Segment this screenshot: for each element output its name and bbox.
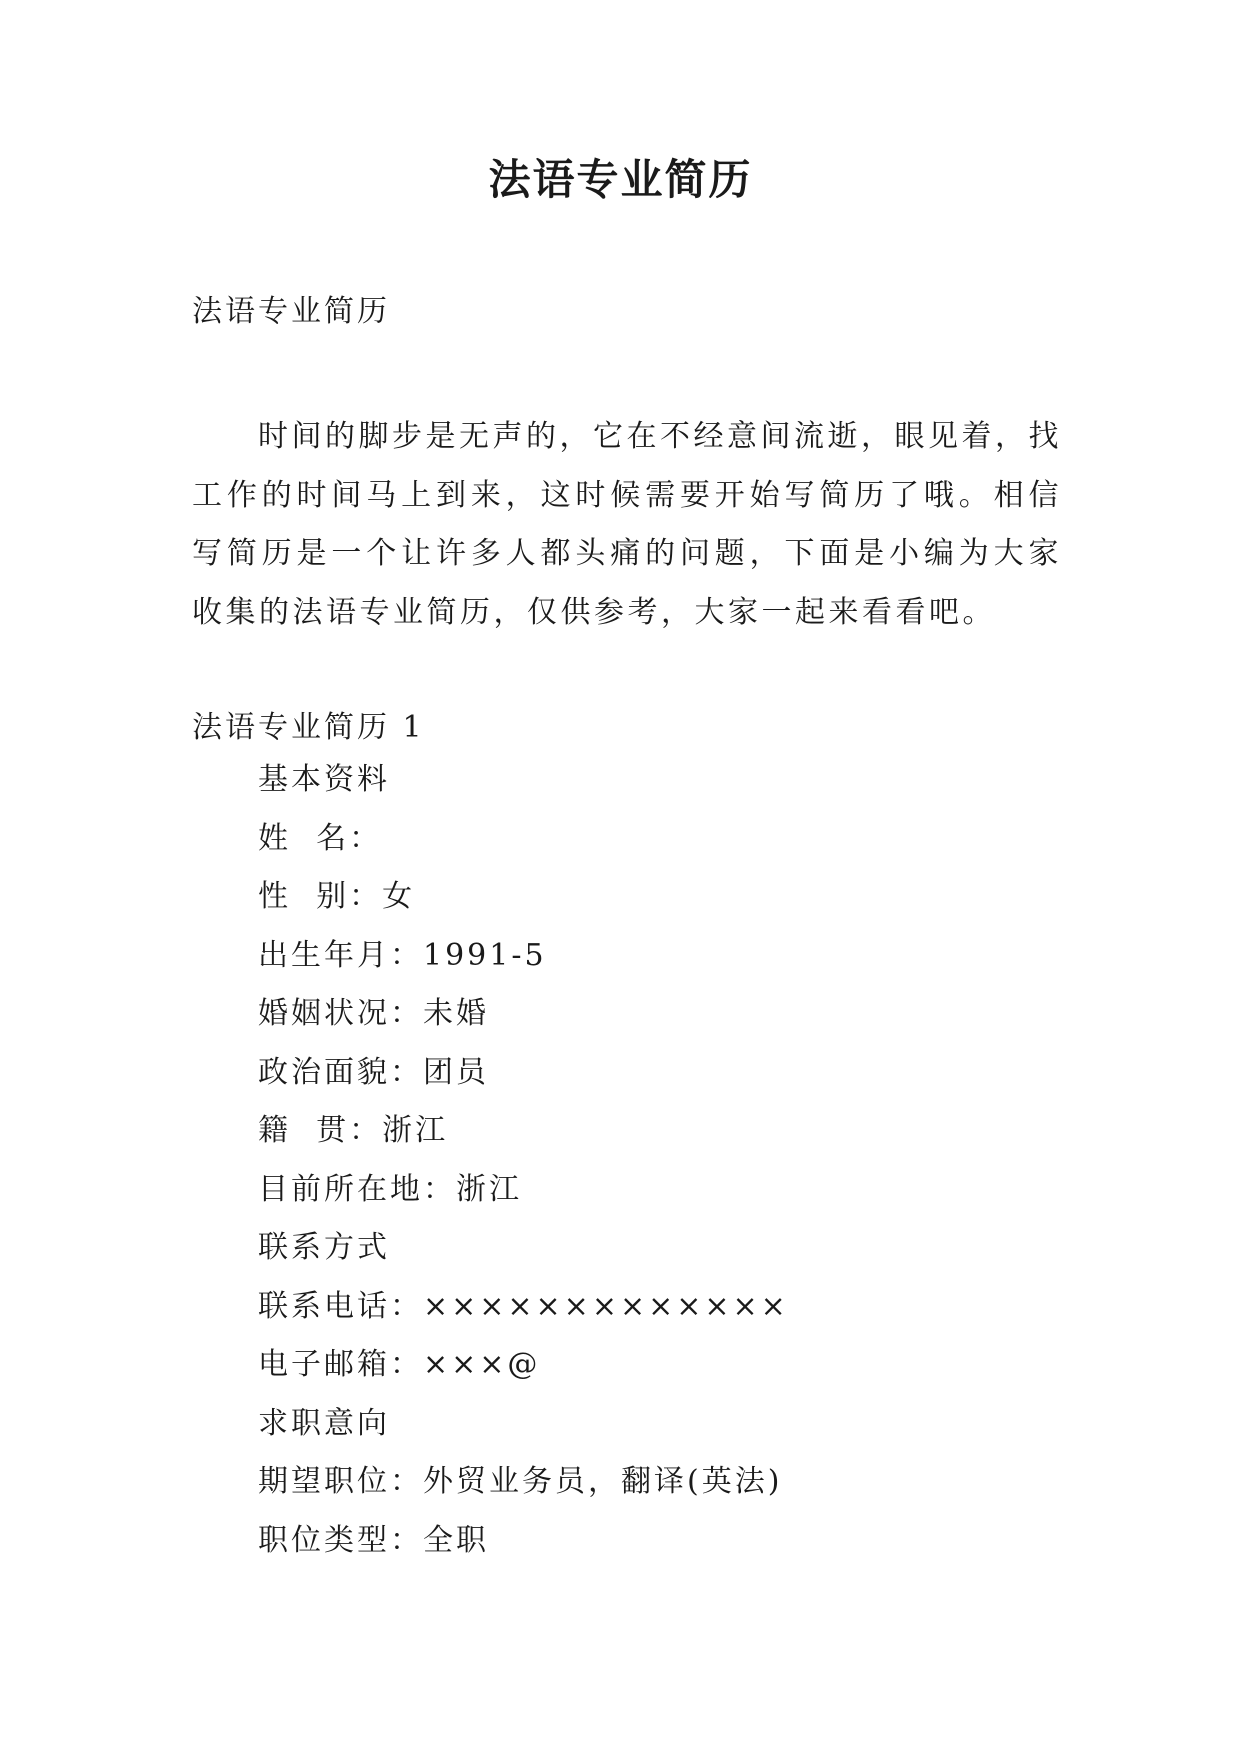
field-label: 出生年月：: [258, 937, 423, 973]
field-label: 基本资料: [258, 762, 390, 797]
field-line: [258, 1170, 789, 1229]
field-line: [258, 936, 789, 995]
document-title: 法语专业简历: [488, 155, 753, 204]
field-line: [258, 1404, 789, 1463]
field-label: 求职意向: [258, 1405, 390, 1441]
field-label: 婚姻状况：: [258, 996, 423, 1031]
field-label: 期望职位：: [258, 1464, 423, 1499]
field-label: 电子邮箱：: [258, 1347, 423, 1382]
field-line: [258, 877, 789, 936]
field-line: [258, 1287, 789, 1346]
intro-paragraph: 时间的脚步是无声的，它在不经意间流逝，眼见着，找工作的时间马上到来，这时候需要开始写简历了哦。相信写简历是一个让许多人都头痛的问题，下面是小编为大家收集的法语专业简历，仅供参考，大家一起来看看吧。: [192, 419, 1062, 630]
field-label: 籍 贯：: [258, 1113, 383, 1148]
field-value: 女: [382, 879, 416, 914]
resume-fields: [258, 760, 789, 1579]
section-heading: 法语专业简历 1: [192, 710, 425, 745]
field-line: [258, 994, 789, 1053]
field-line: [258, 1521, 789, 1580]
field-label: 政治面貌：: [258, 1054, 423, 1090]
field-value: ×××××××××××××: [423, 1288, 789, 1324]
field-value: 1991-5: [423, 937, 547, 973]
field-value: 团员: [423, 1054, 489, 1090]
field-label: 姓 名：: [258, 820, 383, 856]
field-value: 全职: [423, 1522, 489, 1558]
field-value: 浙江: [456, 1171, 522, 1207]
field-value: 未婚: [423, 996, 489, 1031]
field-label: 职位类型：: [258, 1522, 423, 1558]
field-label: 联系电话：: [258, 1288, 423, 1324]
field-line: [258, 819, 789, 878]
field-label: 目前所在地：: [258, 1171, 456, 1207]
field-line: [258, 1462, 789, 1521]
field-line: [258, 1053, 789, 1112]
document-subtitle: 法语专业简历: [192, 294, 390, 329]
field-label: 联系方式: [258, 1230, 390, 1265]
field-value: 浙江: [382, 1113, 449, 1148]
field-value: ×××@: [423, 1347, 541, 1382]
field-value: 外贸业务员，翻译(英法): [423, 1464, 783, 1499]
field-line: [258, 1111, 789, 1170]
field-line: [258, 760, 789, 819]
field-line: [258, 1228, 789, 1287]
field-label: 性 别：: [258, 879, 383, 914]
field-line: [258, 1345, 789, 1404]
